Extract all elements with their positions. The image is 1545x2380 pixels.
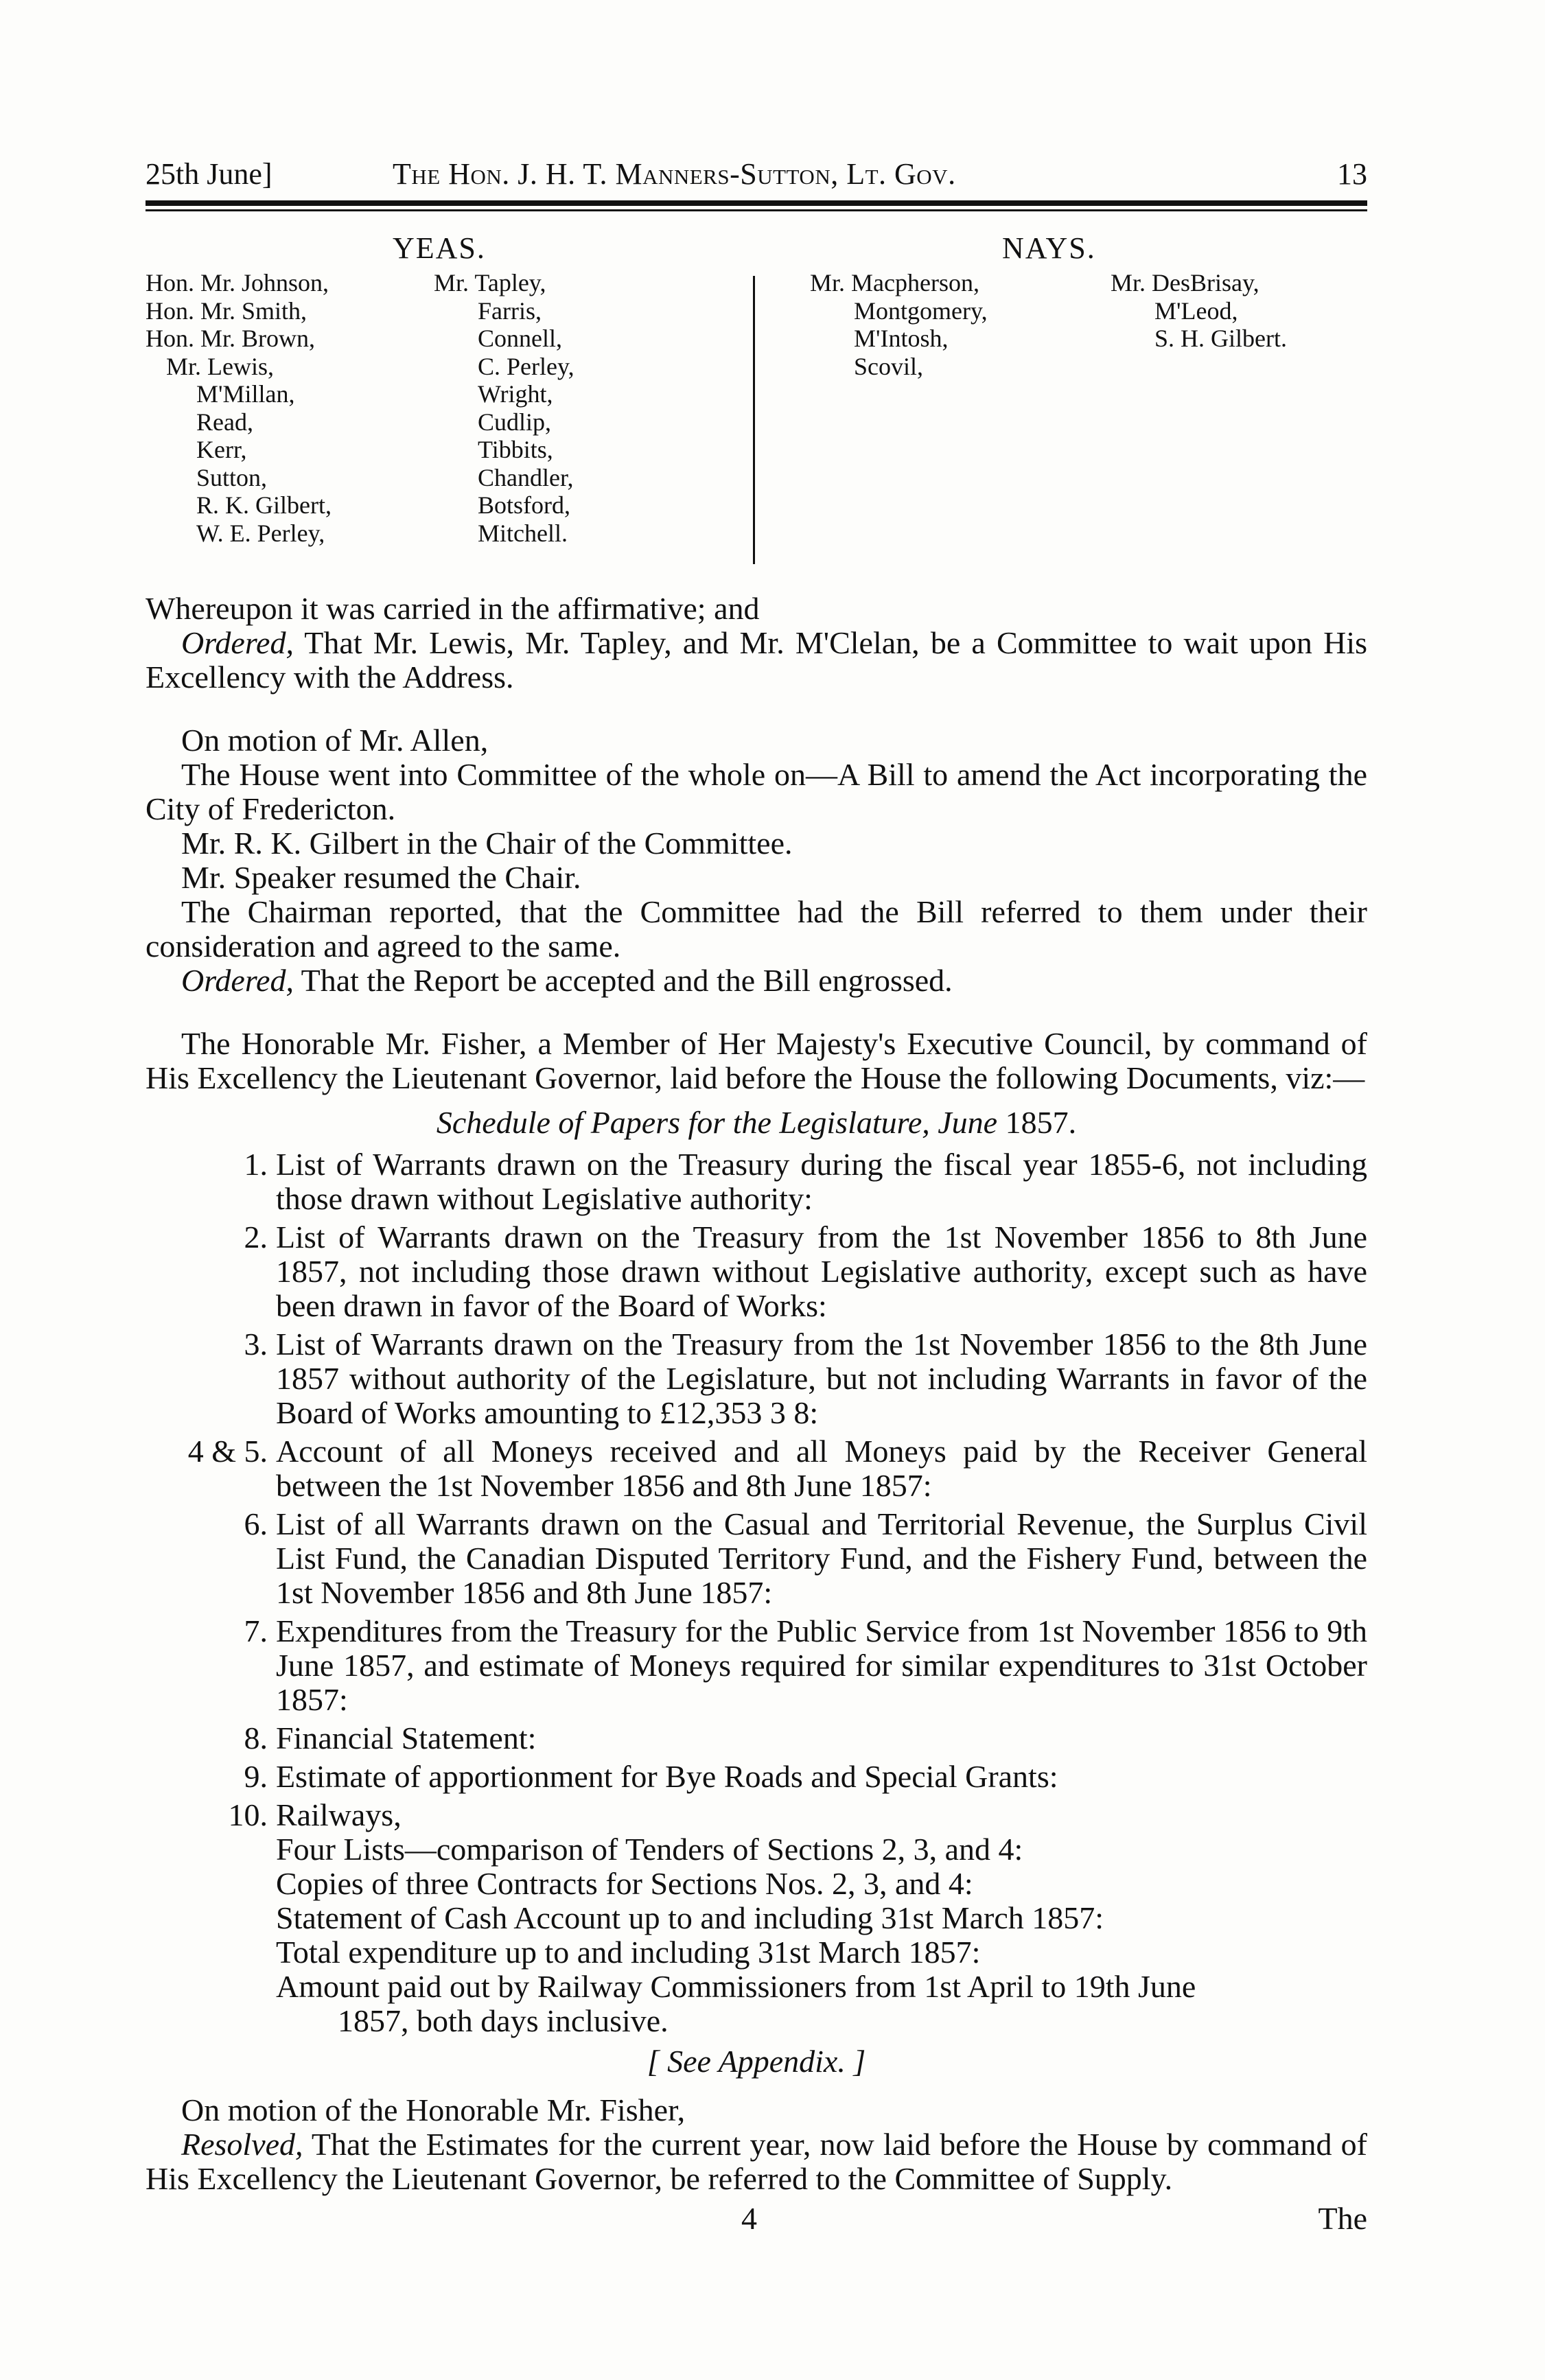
railways-item-continued: 1857, both days inclusive. xyxy=(338,2003,669,2038)
ordered-label: Ordered, xyxy=(181,963,294,998)
page-number: 13 xyxy=(1337,157,1367,191)
railways-sublist xyxy=(146,1832,1367,2038)
nay-name: M'Intosh, xyxy=(854,325,949,352)
yea-name: Mr. Lewis, xyxy=(166,352,274,380)
header-rule-thin xyxy=(146,209,1367,211)
yea-name: M'Millan, xyxy=(196,380,295,408)
yea-name: W. E. Perley, xyxy=(196,519,325,547)
yea-name: Read, xyxy=(196,408,253,436)
item-text: Financial Statement: xyxy=(276,1720,537,1755)
yeas-column-1 xyxy=(146,269,332,547)
yea-name: R. K. Gilbert, xyxy=(196,491,332,519)
nay-name: Mr. Macpherson, xyxy=(810,269,979,296)
schedule-title-text: Schedule of Papers for the Legislature, June xyxy=(436,1105,998,1140)
nays-column-2 xyxy=(1111,269,1287,353)
railways-item: Four Lists—comparison of Tenders of Sections 2, 3, and 4: xyxy=(276,1832,1023,1867)
signature-mark: 4 xyxy=(741,2201,757,2236)
nays-heading: NAYS. xyxy=(1002,231,1096,265)
list-item xyxy=(146,1147,1367,1216)
list-item xyxy=(146,1614,1367,1717)
item-text: Estimate of apportionment for Bye Roads and Special Grants: xyxy=(276,1759,1058,1794)
ordered-label: Ordered, xyxy=(181,625,294,660)
see-appendix xyxy=(146,2044,1367,2079)
item-number: 6. xyxy=(244,1506,268,1541)
nay-name: S. H. Gilbert. xyxy=(1154,325,1287,352)
paragraph xyxy=(146,626,1367,695)
paragraph xyxy=(146,2127,1367,2196)
yea-name: Tibbits, xyxy=(478,436,553,463)
paragraph: On motion of Mr. Allen, xyxy=(181,723,489,758)
nay-name: Montgomery, xyxy=(854,296,988,325)
railways-item: Statement of Cash Account up to and including 31st March 1857: xyxy=(276,1900,1104,1935)
paragraph xyxy=(146,964,1367,998)
yea-name: Mitchell. xyxy=(478,519,568,547)
item-text: List of Warrants drawn on the Treasury from the 1st November 1856 to the 8th June 1857 without authority of the Legislature, but not including Warrants in favor of the Board of Works amounting to £12,353 3 8: xyxy=(276,1327,1367,1430)
nay-name: Mr. DesBrisay, xyxy=(1111,269,1259,296)
paragraph: On motion of the Honorable Mr. Fisher, xyxy=(181,2092,686,2127)
list-item xyxy=(146,1434,1367,1503)
list-item xyxy=(146,1760,1367,1794)
item-text: List of Warrants drawn on the Treasury during the fiscal year 1855-6, not including those drawn without Legislative authority: xyxy=(276,1147,1367,1216)
division-list xyxy=(146,231,1367,592)
list-item xyxy=(146,1721,1367,1755)
paragraph-text: That the Estimates for the current year, now laid before the House by command of His Excellency the Lieutenant Governor, be referred to the Committee of Supply. xyxy=(146,2127,1367,2196)
item-number: 3. xyxy=(244,1327,268,1362)
paragraph: The Honorable Mr. Fisher, a Member of Her Majesty's Executive Council, by command of His Excellency the Lieutenant Governor, laid before the House the following Documents, viz:— xyxy=(146,1026,1367,1095)
yea-name: Hon. Mr. Johnson, xyxy=(146,269,329,296)
item-text: Account of all Moneys received and all Moneys paid by the Receiver General between the 1st November 1856 and 8th June 1857: xyxy=(276,1434,1367,1503)
item-text: Railways, xyxy=(276,1797,402,1832)
item-number: 4 & 5. xyxy=(187,1434,268,1469)
item-text: List of Warrants drawn on the Treasury from the 1st November 1856 to 8th June 1857, not including those drawn without Legislative authority, except such as have been drawn in favor of the Board of Works: xyxy=(276,1220,1367,1323)
nays-column-1 xyxy=(810,269,988,380)
paragraph: The House went into Committee of the whole on—A Bill to amend the Act incorporating the City of Fredericton. xyxy=(146,757,1367,826)
item-number: 10. xyxy=(228,1797,268,1832)
yea-name: Farris, xyxy=(478,296,542,325)
yea-name: Mr. Tapley, xyxy=(434,269,546,296)
page-footer xyxy=(146,2200,1367,2241)
yeas-heading: YEAS. xyxy=(393,231,486,265)
yea-name: Kerr, xyxy=(196,436,247,463)
item-text: Expenditures from the Treasury for the Public Service from 1st November 1856 to 9th June 1857, and estimate of Moneys required for similar expenditures to 31st October 1857: xyxy=(276,1613,1367,1717)
list-item xyxy=(146,1507,1367,1610)
yea-name: Botsford, xyxy=(478,491,570,519)
railways-item: Total expenditure up to and including 31st March 1857: xyxy=(276,1935,981,1970)
item-number: 2. xyxy=(244,1220,268,1255)
catchword: The xyxy=(1318,2201,1367,2236)
yea-name: Chandler, xyxy=(478,463,574,491)
resolved-label: Resolved, xyxy=(181,2127,303,2162)
item-text: List of all Warrants drawn on the Casual and Territorial Revenue, the Surplus Civil List Fund, the Canadian Disputed Territory Fund, and the Fishery Fund, between the 1st November 1856 and 8th June 1857: xyxy=(276,1506,1367,1610)
schedule-list xyxy=(146,1147,1367,1832)
railways-item: Amount paid out by Railway Commissioners from 1st April to 19th June xyxy=(276,1969,1196,2004)
paragraph: The Chairman reported, that the Committee had the Bill referred to them under their consideration and agreed to the same. xyxy=(146,894,1367,964)
item-number: 9. xyxy=(244,1759,268,1794)
header-date: 25th June] xyxy=(146,157,272,191)
nay-name: M'Leod, xyxy=(1154,296,1238,325)
item-number: 7. xyxy=(244,1613,268,1648)
railways-item: Copies of three Contracts for Sections Nos. 2, 3, and 4: xyxy=(276,1866,973,1901)
paragraph: Mr. R. K. Gilbert in the Chair of the Committee. xyxy=(181,826,793,861)
nay-name: Scovil, xyxy=(854,352,924,380)
see-appendix-text: [ See Appendix. ] xyxy=(647,2044,866,2079)
header-title: The Hon. J. H. T. Manners-Sutton, Lt. Gov. xyxy=(393,157,956,191)
schedule-title xyxy=(146,1105,1367,1141)
yea-name: C. Perley, xyxy=(478,352,574,380)
yea-name: Hon. Mr. Smith, xyxy=(146,296,307,325)
closing-body xyxy=(146,2093,1367,2196)
yea-name: Wright, xyxy=(478,380,553,408)
item-number: 1. xyxy=(244,1147,268,1182)
page xyxy=(146,156,1367,2241)
yea-name: Sutton, xyxy=(196,463,268,491)
paragraph-text: That the Report be accepted and the Bill engrossed. xyxy=(293,963,953,998)
yea-name: Connell, xyxy=(478,325,562,352)
list-item xyxy=(146,1798,1367,1832)
yea-name: Hon. Mr. Brown, xyxy=(146,325,316,352)
journal-body xyxy=(146,592,1367,1095)
yea-name: Cudlip, xyxy=(478,408,552,436)
division-separator xyxy=(753,276,755,564)
paragraph: Mr. Speaker resumed the Chair. xyxy=(181,860,581,895)
item-number: 8. xyxy=(244,1720,268,1755)
paragraph-text: That Mr. Lewis, Mr. Tapley, and Mr. M'Clelan, be a Committee to wait upon His Excellency with the Address. xyxy=(146,625,1367,695)
list-item xyxy=(146,1220,1367,1323)
list-item xyxy=(146,1327,1367,1430)
paragraph: Whereupon it was carried in the affirmative; and xyxy=(146,591,760,626)
running-header xyxy=(146,156,1367,198)
schedule-year: 1857. xyxy=(997,1105,1077,1140)
header-rule-thick xyxy=(146,200,1367,206)
yeas-column-2 xyxy=(434,269,574,547)
